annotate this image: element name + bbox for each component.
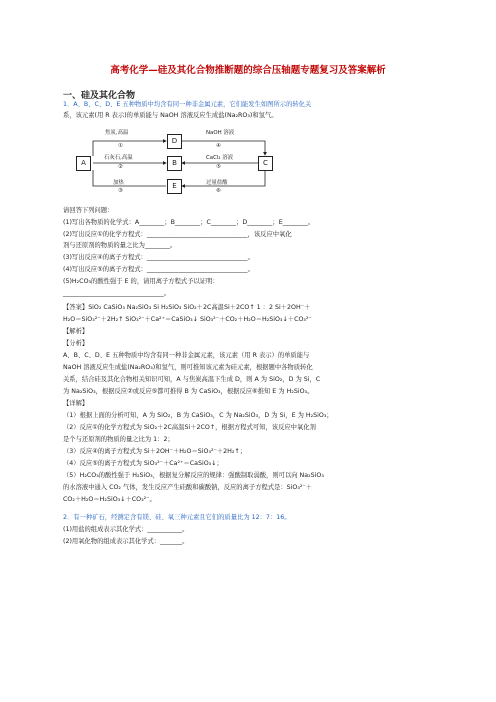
edge-num-4: ④ [216,143,221,149]
q1-sub5-blank: ________________________________。 [63,290,171,297]
detail-line2a: （2）反应①的化学方程式为 SiO₂＋2C高温Si＋2CO↑，根据方程式可知，该反应中氧化剂 [63,424,316,431]
q1-prompt: 请回答下列问题： [63,207,114,214]
jiexi-label: 【解析】 [63,328,89,335]
q1-sub2-line1: (2)写出反应①的化学方程式：________________________________，该反应中氧化 [63,231,292,238]
q1-sub2-line2: 剂与还原剂的物质的量之比为________。 [63,242,177,249]
section-heading: 一、硅及其化合物 [63,91,136,101]
edge-num-5: ⑤ [216,164,221,170]
analysis-line3: 关系，结合硅及其化合物相关知识可知，A 与焦炭高温下生成 D，则 A 为 SiO₂，D 为 Si，C [63,376,321,383]
q1-sub4: (4)写出反应⑤的离子方程式：________________________________。 [63,266,254,273]
edge-num-6: ⑥ [216,188,221,194]
edge-label-6: 过量盐酸 [206,180,228,186]
q2-sub2: (2)用氧化物的组成表示其化学式：_______。 [63,538,189,545]
answer-line1: 【答案】SiO₂ CaSiO₃ Na₂SiO₃ Si H₂SiO₃ SiO₂＋2C高温Si＋2CO↑ 1 ：2 Si＋2OH⁻＋ [63,304,311,311]
q1-stem-line2: 系，该元素(用 R 表示)的单质能与 NaOH 溶液反应生成盐(Na₂RO₃)和氢气。 [63,112,278,119]
box-d: D [167,134,182,149]
q2-stem: 2．有一种矿石，经测定含有镁、硅、氧三种元素且它们的质量比为 12：7：16。 [63,514,291,521]
analysis-line2: NaOH 溶液反应生成盐(Na₂RO₃)和氢气，则可推知该元素为硅元素，根据题中各物质转化 [63,364,313,371]
edge-num-3: ③ [118,188,123,194]
detail-line5c: CO₂＋H₂O＝H₂SiO₃↓＋CO₃²⁻。 [63,496,156,503]
detail-line1: （1）根据上面的分析可知，A 为 SiO₂，B 为 CaSiO₃，C 为 Na₂SiO₃，D 为 Si，E 为 H₂SiO₃； [63,412,333,419]
edge-num-1: ① [118,143,123,149]
analysis-line1: A、B、C、D、E 五种物质中均含有同一种非金属元素，该元素（用 R 表示）的单质能与 [63,352,310,359]
edge-num-2: ② [118,164,123,170]
answer-line2: H₂O＝SiO₃²⁻＋2H₂↑ SiO₃²⁻＋Ca²⁺＝CaSiO₃↓ SiO₃²⁻＋CO₂＋H₂O＝H₂SiO₃↓＋CO₃²⁻ [63,316,312,323]
document-title: 高考化学—硅及其化合物推断题的综合压轴题专题复习及答案解析 [110,65,386,76]
detail-line5b: 的水溶液中通入 CO₂ 气体，发生反应产生硅酸和碳酸钠，反应的离子方程式是：SiO₃²⁻＋ [63,484,313,491]
q1-sub1: (1)写出各物质的化学式：A________；B________；C________；D________；E________。 [63,219,315,226]
q1-sub3: (3)写出反应④的离子方程式：________________________________。 [63,254,254,261]
q1-sub5: (5)H₂CO₃的酸性强于 E 的，请用离子方程式予以证明： [63,278,219,285]
detail-line3: （3）反应④的离子方程式为 Si＋2OH⁻＋H₂O＝SiO₃²⁻＋2H₂↑； [63,448,247,455]
fenxi-label: 【分析】 [63,340,89,347]
edge-label-1: 焦炭,高温 [105,130,129,136]
box-a: A [76,156,91,171]
edge-label-4: NaOH 溶液 [206,130,235,136]
box-e: E [167,179,182,194]
edge-label-2: 石灰石,高温 [104,155,133,161]
box-c: C [258,156,273,171]
q2-sub1: (1)用盐的组成表示其化学式：___________。 [63,526,189,533]
detail-line4: （4）反应⑤的离子方程式为 SiO₃²⁻＋Ca²⁺＝CaSiO₃↓； [63,460,223,467]
analysis-line4: 为 Na₂SiO₃，根据反应②或反应⑤都可推得 B 为 CaSiO₃，根据反应⑥推知 E 为 H₂SiO₃。 [63,388,314,395]
detail-line2b: 是个与还原剂的物质的量之比为 1：2； [63,436,174,443]
edge-label-5: CaCl₂ 溶液 [206,155,233,161]
detail-line5a: （5）H₂CO₃的酸性强于 H₂SiO₃，根据复分解反应的规律：强酸制取弱酸，则可以向 Na₂SiO₃ [63,472,324,479]
edge-label-3: 加热 [113,180,124,186]
xiangjie-label: 【详解】 [63,400,89,407]
box-b: B [167,156,182,171]
q1-stem-line1: 1．A、B、C、D、E 五种物质中均含有同一种非金属元素，它们能发生如图所示的转化关 [63,101,312,108]
